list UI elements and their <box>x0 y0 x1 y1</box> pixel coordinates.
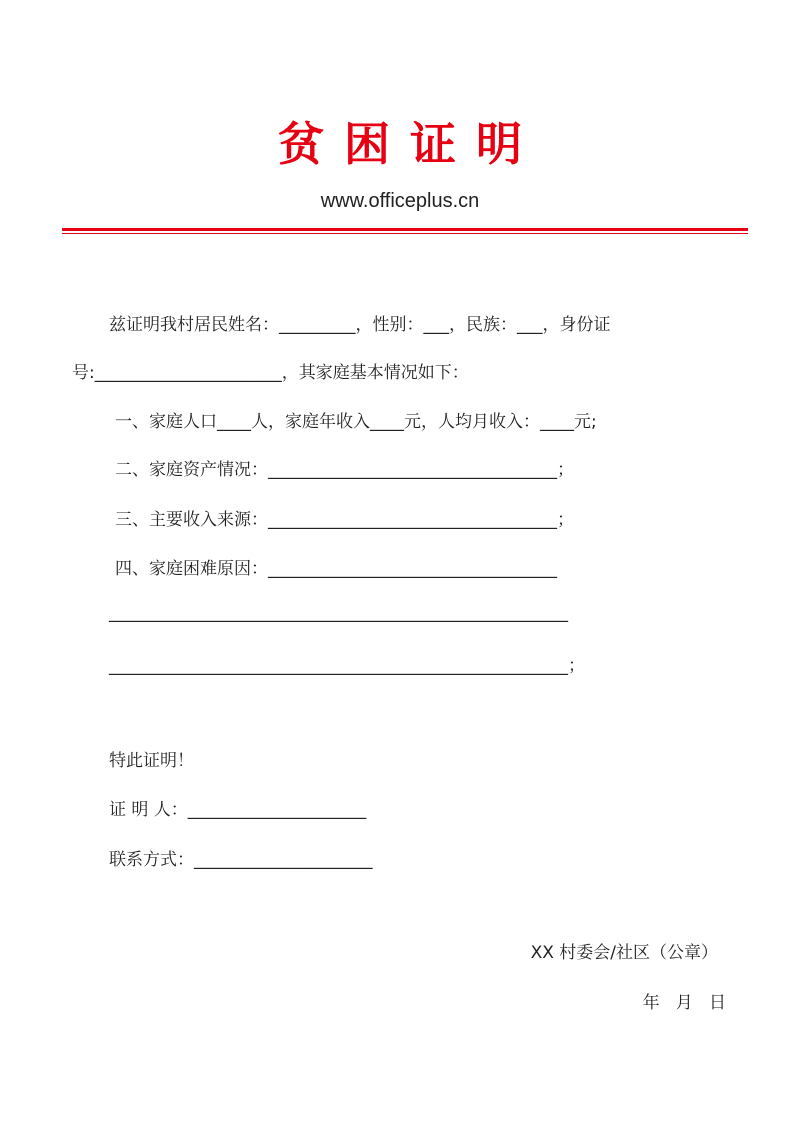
body-line-2: 号:______________________，其家庭基本情况如下： <box>72 363 469 383</box>
item-hardship-continuation-2: ______________________________________________________； <box>109 656 585 676</box>
website-url: www.officeplus.cn <box>320 190 480 212</box>
item-hardship-reason: 四、家庭困难原因：__________________________________ <box>115 559 557 579</box>
item-hardship-continuation-1: ______________________________________________________ <box>109 603 568 623</box>
header-rule-thick <box>62 228 748 231</box>
signature-organization: XX 村委会/社区（公章） <box>530 943 718 963</box>
body-line-1: 兹证明我村居民姓名：_________，性别：___，民族：___，身份证 <box>109 315 611 335</box>
header-rule-thin <box>62 233 748 234</box>
item-assets: 二、家庭资产情况：__________________________________； <box>115 460 574 480</box>
item-income-source: 三、主要收入来源：__________________________________； <box>115 510 574 530</box>
item-household: 一、家庭人口____人，家庭年收入____元，人均月收入：____元; <box>115 412 597 432</box>
signature-date: 年 月 日 <box>642 993 726 1013</box>
contact-line: 联系方式：_____________________ <box>109 850 373 870</box>
document-title: 贫困证明 <box>278 117 542 171</box>
certifier-line: 证 明 人：_____________________ <box>109 800 367 820</box>
closing-statement: 特此证明！ <box>109 751 194 771</box>
